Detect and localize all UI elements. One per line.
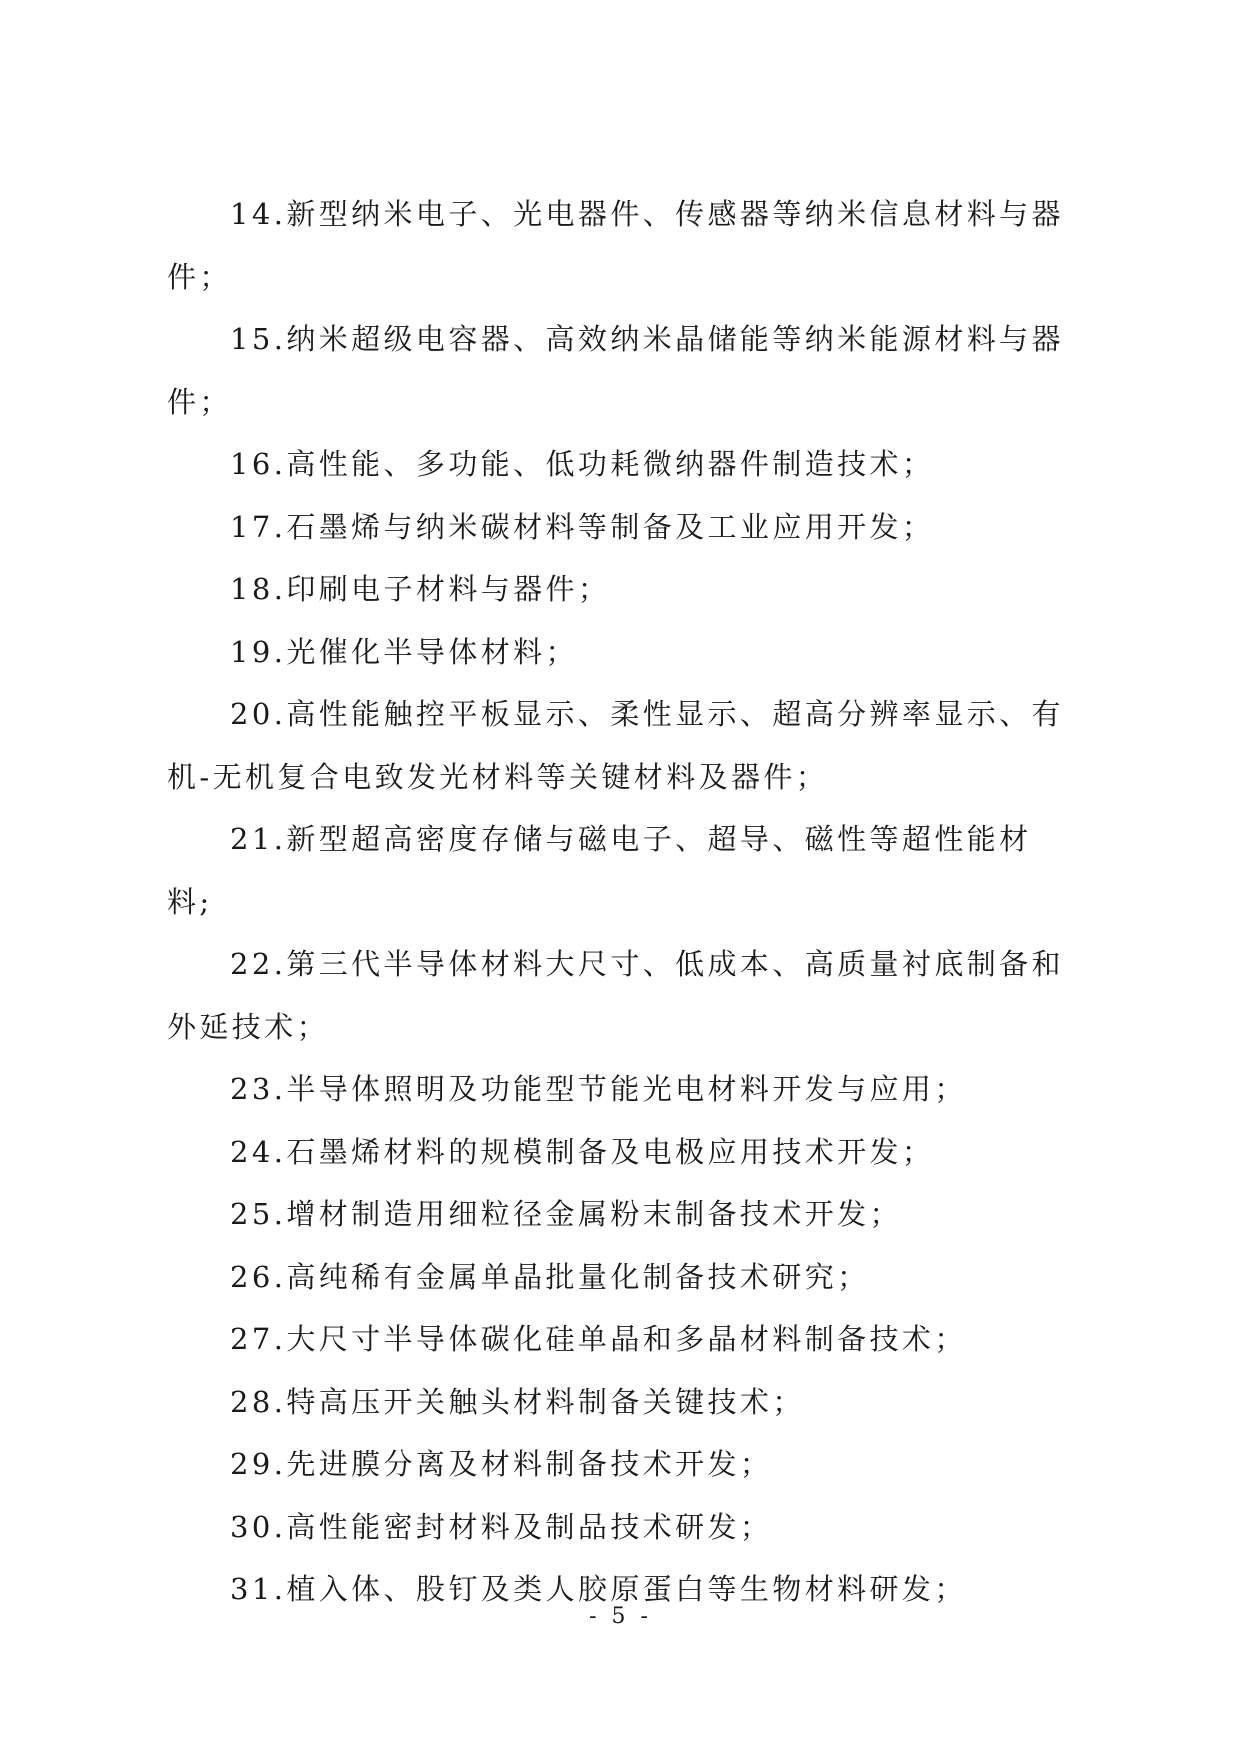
list-item-18: 18.印刷电子材料与器件；: [230, 572, 611, 606]
list-item-14: 14.新型纳米电子、光电器件、传感器等纳米信息材料与器件；: [167, 197, 1064, 294]
list-item-24: 24.石墨烯材料的规模制备及电极应用技术开发；: [230, 1134, 935, 1169]
list-item-16: 16.高性能、多功能、低功耗微纳器件制造技术；: [230, 447, 935, 481]
list-item-22: 22.第三代半导体材料大尺寸、低成本、高质量衬底制备和外延技术；: [167, 947, 1064, 1044]
list-item-15: 15.纳米超级电容器、高效纳米晶储能等纳米能源材料与器件；: [167, 322, 1064, 419]
list-item-30: 30.高性能密封材料及制品技术研发；: [230, 1509, 773, 1544]
list-item-31: 31.植入体、股钉及类人胶原蛋白等生物材料研发；: [230, 1572, 967, 1606]
list-item-17: 17.石墨烯与纳米碳材料等制备及工业应用开发；: [230, 509, 935, 544]
item-list: [167, 183, 1077, 1621]
page-number: - 5 -: [589, 1604, 652, 1629]
list-item-20: 20.高性能触控平板显示、柔性显示、超高分辨率显示、有机-无机复合电致发光材料等关键材料及器件；: [167, 697, 1064, 794]
list-item-19: 19.光催化半导体材料；: [230, 634, 578, 669]
list-item-21: 21.新型超高密度存储与磁电子、超导、磁性等超性能材料;: [167, 822, 1032, 919]
list-item-25: 25.增材制造用细粒径金属粉末制备技术开发；: [230, 1197, 902, 1231]
list-item-26: 26.高纯稀有金属单晶批量化制备技术研究；: [230, 1259, 870, 1294]
list-item-27: 27.大尺寸半导体碳化硅单晶和多晶材料制备技术；: [230, 1322, 967, 1356]
list-item-23: 23.半导体照明及功能型节能光电材料开发与应用；: [230, 1072, 967, 1106]
list-item-28: 28.特高压开关触头材料制备关键技术；: [230, 1384, 805, 1419]
list-item-29: 29.先进膜分离及材料制备技术开发；: [230, 1447, 773, 1481]
